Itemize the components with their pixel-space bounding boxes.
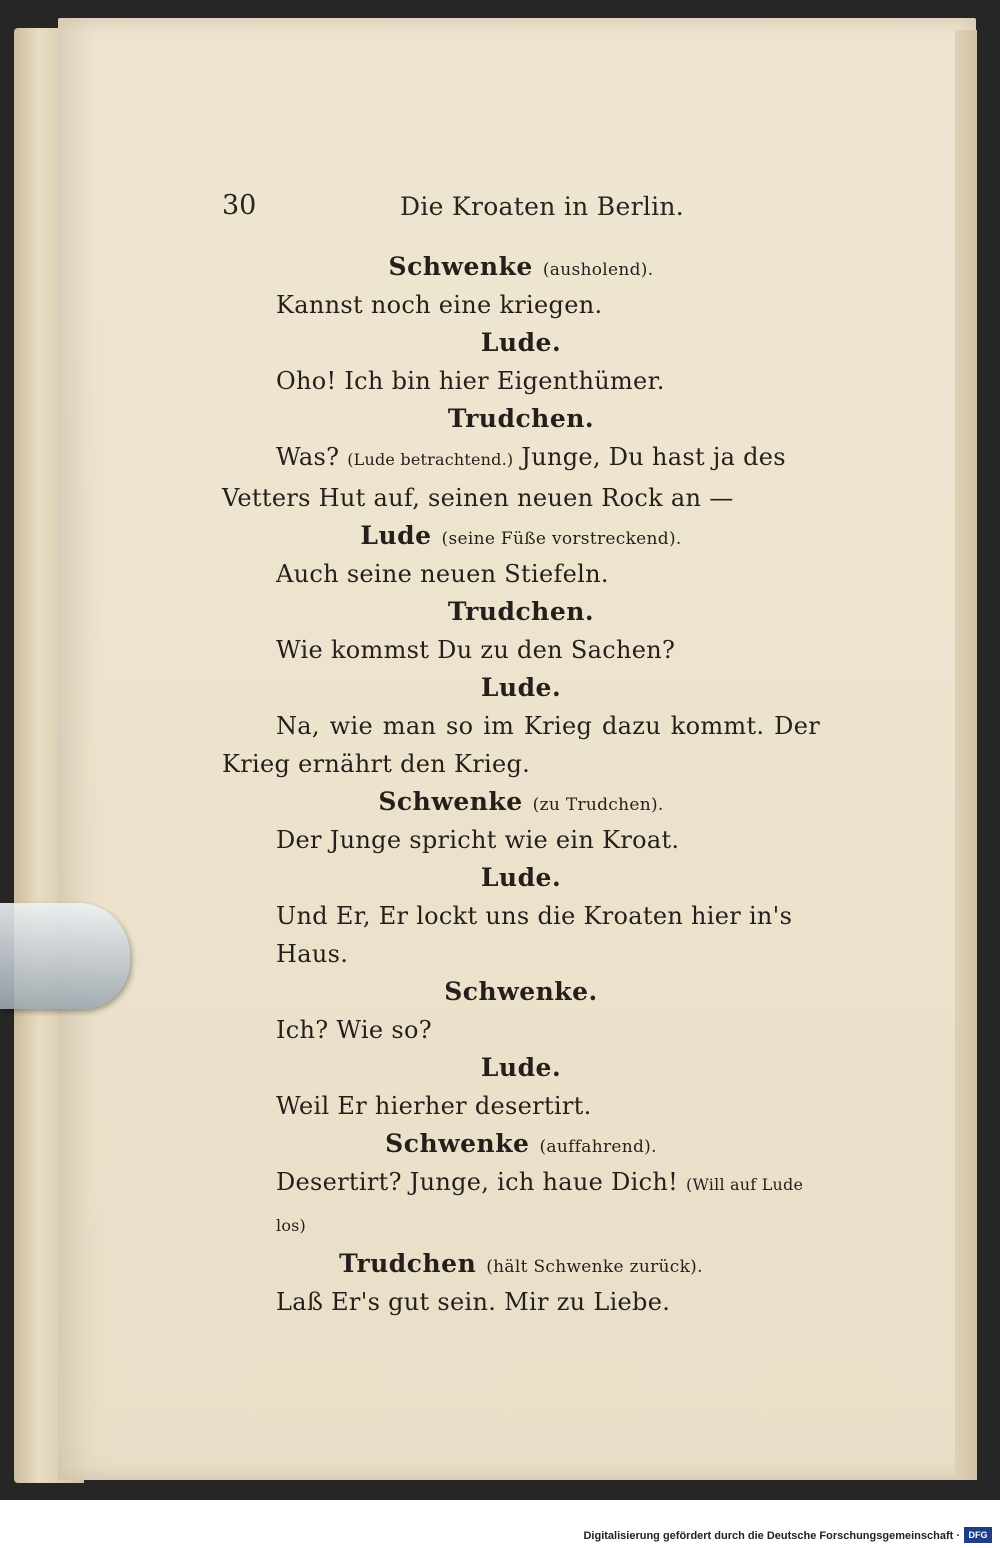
speaker-heading xyxy=(222,1245,820,1283)
speaker-name: Lude. xyxy=(480,1053,562,1082)
dialogue-line: Oho! Ich bin hier Eigenthümer. xyxy=(276,367,665,395)
speaker-name: Lude xyxy=(360,521,432,550)
running-title: Die Kroaten in Berlin. xyxy=(400,192,685,221)
dialogue-line: Ich? Wie so? xyxy=(276,1016,432,1044)
speaker-heading xyxy=(222,669,820,707)
speaker-name: Schwenke. xyxy=(444,977,598,1006)
speaker-name: Schwenke xyxy=(385,1129,530,1158)
dialogue-text: Was? xyxy=(276,443,340,471)
dialogue-line: Wie kommst Du zu den Sachen? xyxy=(276,636,676,664)
page-right-edge xyxy=(955,30,977,1480)
speaker-name: Lude. xyxy=(480,863,562,892)
stage-direction: (Will auf Lude los) xyxy=(276,1175,804,1235)
speaker-heading xyxy=(222,400,820,438)
stage-direction: (ausholend). xyxy=(542,260,654,280)
speaker-heading xyxy=(222,1125,820,1163)
speaker-heading xyxy=(222,517,820,555)
speaker-heading xyxy=(222,1049,820,1087)
footer-bar xyxy=(0,1500,1000,1548)
dialogue-line: Vetters Hut auf, seinen neuen Rock an — xyxy=(222,484,734,512)
dialogue-line xyxy=(222,1163,820,1245)
speaker-heading xyxy=(222,248,820,286)
dialogue-text: Junge, Du hast ja des xyxy=(521,443,786,471)
dialogue-line: Na, wie man so im Krieg dazu kommt. Der xyxy=(276,712,820,740)
dialogue-line: Weil Er hierher desertirt. xyxy=(276,1092,592,1120)
dialogue-line: Der Junge spricht wie ein Kroat. xyxy=(276,826,680,854)
speaker-name: Lude. xyxy=(480,673,562,702)
dfg-credit: Digitalisierung gefördert durch die Deutsche Forschungsgemeinschaft · xyxy=(583,1530,960,1542)
dialogue-line: Laß Er's gut sein. Mir zu Liebe. xyxy=(276,1288,671,1316)
speaker-heading xyxy=(222,324,820,362)
speaker-name: Trudchen. xyxy=(447,404,595,433)
dialogue-line: Auch seine neuen Stiefeln. xyxy=(276,560,609,588)
dfg-logo-icon: DFG xyxy=(964,1527,992,1543)
speaker-name: Trudchen. xyxy=(447,597,595,626)
speaker-heading xyxy=(222,783,820,821)
speaker-name: Lude. xyxy=(480,328,562,357)
dialogue-text: Desertirt? Junge, ich haue Dich! xyxy=(276,1168,679,1196)
page-header xyxy=(222,190,820,230)
dialogue-line: Krieg ernährt den Krieg. xyxy=(222,750,531,778)
stage-direction: (auffahrend). xyxy=(539,1137,657,1157)
dialogue-line: Und Er, Er lockt uns die Kroaten hier in's Haus. xyxy=(276,902,793,968)
play-text xyxy=(222,248,820,1321)
dialogue-line: Kannst noch eine kriegen. xyxy=(276,291,603,319)
stage-direction: (zu Trudchen). xyxy=(532,795,664,815)
page-number: 30 xyxy=(222,190,257,221)
speaker-name: Trudchen xyxy=(339,1249,477,1278)
speaker-name: Schwenke xyxy=(378,787,523,816)
stage-direction: (hält Schwenke zurück). xyxy=(486,1257,703,1277)
speaker-name: Schwenke xyxy=(388,252,533,281)
speaker-heading xyxy=(222,859,820,897)
stage-direction: (seine Füße vorstreckend). xyxy=(441,529,682,549)
stage-direction: (Lude betrachtend.) xyxy=(347,450,514,469)
speaker-heading xyxy=(222,593,820,631)
speaker-heading xyxy=(222,973,820,1011)
dialogue-line xyxy=(222,438,820,479)
scanner-thumb-clip xyxy=(0,903,130,1009)
